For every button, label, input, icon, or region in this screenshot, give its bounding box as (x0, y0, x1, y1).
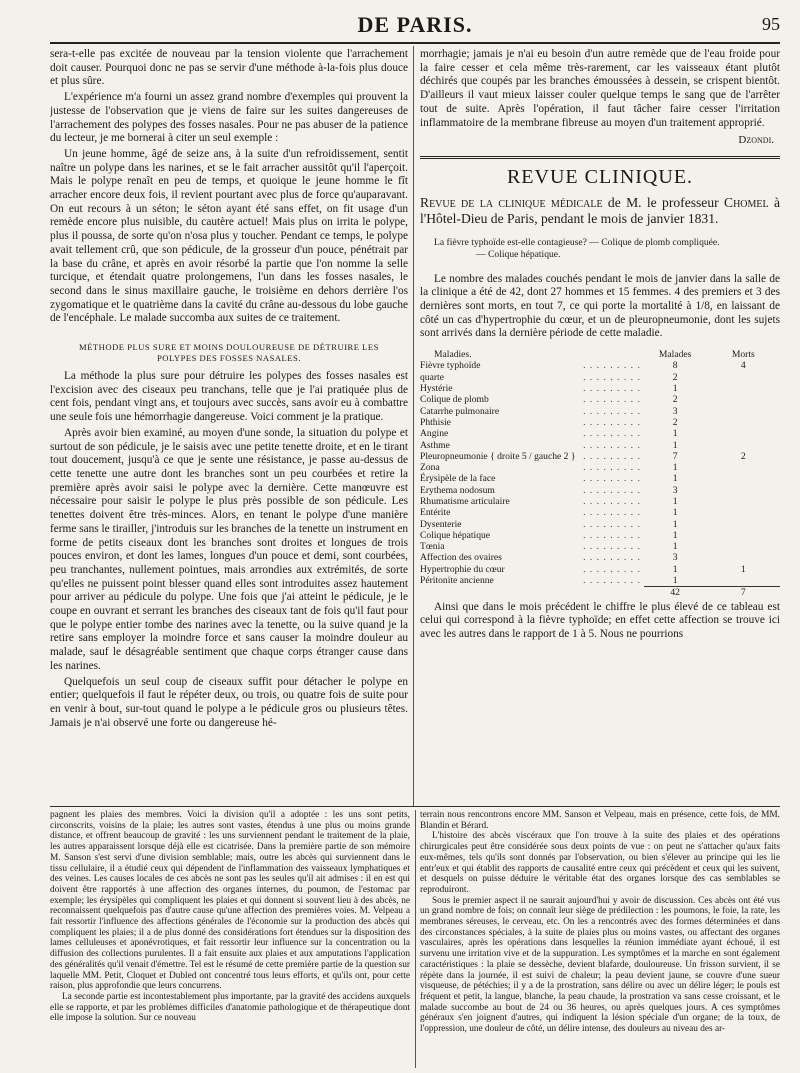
deaths-cell (707, 406, 780, 417)
disease-cell: Affection des ovaires (420, 552, 502, 564)
leader-dots: . . . . . . . . . (583, 496, 641, 507)
running-title: DE PARIS. (357, 12, 473, 37)
paragraph: morrhagie; jamais je n'ai eu besoin d'un autre remède que de l'eau froide pour la faire cesser et cela même très-rarement, car les vaisseaux étant plutôt déchirés que coupés par les branches émoussées à dessein, se crispent bientôt. D'ailleurs il vaut mieux laisser couler quelque temps le sang que de l'arrêter tout de suite. Après l'opération, il faut tâcher faire cesser l'irritation inflammatoire de la membrane fibreuse au moyen d'un traitement approprié. (420, 48, 780, 129)
leader-dots: . . . . . . . . . (583, 484, 641, 496)
author-signature: Dzondi. (738, 134, 774, 147)
disease-cell: Dysenterie (420, 518, 462, 530)
table-row (420, 440, 780, 451)
cases-table (420, 349, 780, 599)
deaths-cell (707, 496, 780, 507)
header-patients: Malades (658, 349, 692, 361)
totals-row (420, 587, 780, 599)
deaths-cell (707, 575, 780, 587)
table-row (420, 360, 780, 371)
patients-cell: 1 (672, 428, 678, 440)
table-row (420, 451, 780, 462)
patients-cell: 1 (672, 473, 678, 485)
disease-cell: Pleuropneumonie { droite 5 / gauche 2 } (420, 450, 576, 462)
right-column (420, 48, 780, 808)
section-separator (420, 156, 780, 159)
paragraph: Un jeune homme, âgé de seize ans, à la suite d'un refroidissement, sentit naître un polype dans les narines, et se le fait arracher aussitôt qu'il l'aperçoit. Mais le polype renaît en peu de temps, et quoique le jeune homme le fît arracher encore deux fois, il revient pourtant avec plus de force qu'auparavant. On eut recours à un séton; le séton ayant été sans effet, on fit usage d'un remède encore plus nuisible, du cautère actuel! Mais plus on irrita le polype, plus il poussa, de sorte qu'on n'osa plus y toucher. Pendant ce temps, le polype avait tellement crû, que son pédicule, de la grosseur d'un pouce, pénétrait par la base du crâne, et après en avoir résorbé la partie que l'on nomme la selle turcique, et étendait quatre prolongemens, l'un dans les fosses nasales, le second dans le sinus maxillaire gauche, le troisième en dehors derrière l'os zygomatique et le quatrième dans la cavité du crâne au-dessous du lobe gauche de l'encéphale. Le malade succomba aux suites de ce traitement. (50, 147, 408, 325)
leader-dots: . . . . . . . . . (583, 552, 641, 564)
paragraph: La méthode la plus sure pour détruire les polypes des fosses nasales est l'excision avec des ciseaux peu tranchans, telle que je l'ai pratiquée plus de cent fois, pendant vingt ans, et toujours avec succès, sans avoir eu à combattre une seule fois une hémorrhagie dangereuse. Voici comment je la pratique. (50, 370, 408, 424)
deaths-cell (707, 440, 780, 451)
leader-dots: . . . . . . . . . (583, 439, 641, 451)
patients-cell: 1 (672, 439, 678, 451)
patients-cell: 1 (672, 541, 678, 553)
paragraph: sera-t-elle pas excitée de nouveau par la tension violente que l'arrachement doit causer. Pourquoi donc ne pas se servir d'une méthode à-la-fois plus douce et plus sûre. (50, 48, 408, 88)
leader-dots: . . . . . . . . . (583, 394, 641, 406)
table-row (420, 530, 780, 541)
total-deaths: 7 (707, 587, 780, 599)
patients-cell: 1 (672, 462, 678, 474)
deaths-cell (707, 485, 780, 496)
disease-cell: Asthme (420, 439, 450, 451)
leader-dots: . . . . . . . . . (583, 473, 641, 485)
table-row (420, 462, 780, 473)
disease-cell: Entérite (420, 507, 451, 519)
table-row (420, 383, 780, 394)
disease-cell: Erythema nodosum (420, 484, 495, 496)
paragraph: Sous le premier aspect il ne saurait aujourd'hui y avoir de discussion. Ces abcès ont été vus un grand nombre de fois; on connaît leur siège de prédilection : les poumons, le foie, la rate, les membranes séreuses, le cerveau, etc. On les a rencontrés avec des formes déterminées et dans des circonstances spéciales, à la suite de plaies plus ou moins vastes, ou affectant des organes vasculaires, après les opérations dans lesquelles la réunion immédiate ayant échoué, il est survenu une irritation vive et de la suppuration. Les symptômes et la marche en sont également caractéristiques : la plaie se dessèche, devient blafarde, douloureuse. Un frisson survient, il se répète dans la journée, il est suivi de chaleur; la peau devient jaune, se couvre d'une sueur visqueuse, de pétéchies; il y a de la prostration, sans délire ou avec un délire léger; le pouls est fréquent et petit, la langue, blanche, la peau chaude, la prostration va sans cesse croissant, et le malade succombe au bout de 24 ou 36 heures, ou après quelques jours. A ces symptômes généraux s'en joignent d'autres, qui indiquent la lésion spéciale d'un organe; de la toux, de l'oppression, une douleur de côté, un délire intense, des douleurs au niveau des ar- (420, 895, 780, 1035)
disease-cell: Hystérie (420, 383, 453, 395)
article-subtitle (420, 195, 780, 227)
patients-cell: 1 (672, 507, 678, 519)
summary-line: — Colique hépatique. (476, 248, 561, 260)
leader-dots: . . . . . . . . . (583, 563, 641, 575)
deaths-cell: 4 (740, 360, 746, 372)
leader-dots: . . . . . . . . . (583, 541, 641, 553)
patients-cell: 2 (672, 371, 678, 383)
disease-cell: Érysipèle de la face (420, 473, 496, 485)
paragraph: L'histoire des abcès viscéraux que l'on trouve à la suite des plaies et des opérations chirurgicales peut être considérée sous deux points de vue : on peut ne s'attacher qu'aux faits eux-mêmes, tels qu'ils sont donnés par l'observation, ou bien s'élever au principe qui les lie entr'eux et qui établit des rapports de causalité entre ceux qui précèdent et ceux qui les suivent, et desquels on puisse déduire le véritable état des organes lorsque des cas semblables se reproduiront. (420, 831, 780, 895)
deaths-cell (707, 541, 780, 552)
deaths-cell: 1 (740, 563, 746, 575)
feuilleton-left-column (50, 810, 410, 1068)
leader-dots: . . . . . . . . . (583, 360, 641, 372)
subtitle-part: Revue de la clinique médicale (420, 194, 603, 210)
section-title: REVUE CLINIQUE. (506, 165, 694, 188)
column-divider (413, 46, 414, 806)
leader-dots: . . . . . . . . . (583, 575, 641, 587)
leader-dots: . . . . . . . . . (583, 529, 641, 541)
leader-dots: . . . . . . . . . (583, 518, 641, 530)
paragraph: terrain nous rencontrons encore MM. Sanson et Velpeau, mais en présence, cette fois, de MM. Blandin et Bérard. (420, 810, 780, 831)
patients-cell: 3 (672, 552, 678, 564)
feuilleton-right-column (420, 810, 780, 1068)
deaths-cell (707, 394, 780, 405)
leader-dots: . . . . . . . . . (583, 428, 641, 440)
table-row (420, 428, 780, 439)
deaths-cell (707, 519, 780, 530)
table-row (420, 552, 780, 563)
deaths-cell: 2 (740, 450, 746, 462)
section-heading (50, 342, 408, 364)
deaths-cell (707, 552, 780, 563)
paragraph: Quelquefois un seul coup de ciseaux suffit pour détacher le polype en entier; quelquefois il faut le répéter deux, ou trois, ou quatre fois de suite pour en venir à bout, sur-tout quand le polype a le pédicule gros ou plusieurs têtes. Jamais je n'ai observé une forte ou dangereuse hé- (50, 675, 408, 729)
patients-cell: 1 (672, 518, 678, 530)
feuilleton-rule (50, 806, 780, 807)
table-row (420, 496, 780, 507)
section-heading-line: MÉTHODE PLUS SURE ET MOINS DOULOUREUSE DE DÉTRUIRE LES (79, 342, 379, 353)
disease-cell: Colique de plomb (420, 394, 489, 406)
table-body (420, 360, 780, 586)
table-row (420, 394, 780, 405)
deaths-cell (707, 372, 780, 383)
disease-cell: Tœnia (420, 541, 445, 553)
total-patients: 42 (644, 587, 707, 599)
table-row (420, 417, 780, 428)
leader-dots: . . . . . . . . . (583, 450, 641, 462)
disease-cell: quarte (420, 371, 444, 383)
patients-cell: 1 (672, 383, 678, 395)
table-row (420, 473, 780, 484)
header-disease: Maladies. (434, 349, 472, 361)
deaths-cell (707, 462, 780, 473)
leader-dots: . . . . . . . . . (583, 416, 641, 428)
disease-cell: Rhumatisme articulaire (420, 496, 510, 507)
page-header (50, 8, 780, 42)
professor-name: Chomel (724, 194, 769, 210)
leader-dots: . . . . . . . . . (583, 462, 641, 474)
subtitle-part: à l'Hôtel-Dieu de Paris, pendant le mois de janvier 1831. (420, 194, 780, 226)
page-number: 95 (762, 14, 780, 34)
patients-cell: 1 (672, 563, 678, 575)
paragraph: pagnent les plaies des membres. Voici la division qu'il a adoptée : les uns sont petits, circonscrits, voisins de la plaie; les autres sont vastes, étendus à une plus ou moins grande distance, et offrent beaucoup de gravité : les uns surviennent pendant le traitement de la plaie, les autres apparaissent lorsque déjà elle est cicatrisée. Dans la première partie de son mémoire M. Sanson s'est servi d'une division semblable; mais, outre les abcès qui surviennent dans le tissu cellulaire, il a étudié ceux qui dépendent de l'inflammation des vaisseaux lymphatiques et des veines. Les causes locales de ces abcès ne sont pas les seules qu'il ait admises : il en est qui doivent être rapportés à une affection des organes internes, du poumon, de l'estomac par exemple; les érysipèles qui compliquent les plaies et qui donnent si souvent lieu à des abcès, ne reconnaissent quelquefois pas d'autre cause qu'une affection des premières voies. M. Velpeau a fait ressortir l'influence des affections générales de l'économie sur la production des abcès qui compliquent les plaies; il a de plus donné des considérations fort étendues sur la disposition des lames celluleuses et aponévrotiques, et fait ressortir leur influence sur la concentration ou la diffusion des collections purulentes. Il a fait ensuite aux plaies et aux amputations l'application des généralités qu'il venait d'émettre. Tel est le résumé de cette première partie de la question sur laquelle MM. Petit, Cloquet et Dubled ont concentré tous leurs efforts, et qu'ils ont, pour cette raison, plus approfondie que leurs concurrens. (50, 810, 410, 992)
disease-cell: Hypertrophie du cœur (420, 563, 505, 575)
deaths-cell (707, 530, 780, 541)
leader-dots: . . . . . . . . . (583, 371, 641, 383)
leader-dots: . . . . . . . . . (583, 405, 641, 417)
article-summary (420, 237, 780, 261)
table-row (420, 519, 780, 530)
patients-cell: 1 (672, 529, 678, 541)
header-rule (50, 42, 780, 44)
disease-cell: Angine (420, 428, 449, 440)
table-row (420, 406, 780, 417)
table-row (420, 485, 780, 496)
paragraph: Ainsi que dans le mois précédent le chiffre le plus élevé de ce tableau est celui qui correspond à la fièvre typhoïde; en effet cette affection se trouve ici avec les autres dans le rapport de 1 à 5. Nous ne pourrions (420, 600, 780, 641)
paragraph: Le nombre des malades couchés pendant le mois de janvier dans la salle de la clinique a été de 42, dont 27 hommes et 15 femmes. 4 des premiers et 3 des dernières sont morts, en tout 7, ce qui porte la mortalité à 1/8, en laissant de côté un cas d'hypertrophie du cœur, et un de pleuropneumonie, dont les sujets sont arrivés dans la dernière période de cette maladie. (420, 272, 780, 340)
patients-cell: 1 (672, 575, 678, 587)
patients-cell: 3 (672, 484, 678, 496)
header-deaths: Morts (731, 349, 755, 361)
deaths-cell (707, 428, 780, 439)
section-heading-line: POLYPES DES FOSSES NASALES. (157, 353, 301, 364)
table-header-row (420, 349, 780, 360)
subtitle-part: de M. le professeur (602, 194, 724, 210)
leader-dots: . . . . . . . . . (583, 507, 641, 519)
paragraph: Après avoir bien examiné, au moyen d'une sonde, la situation du polype et surtout de son pédicule, je le saisis avec une petite tenette droite, et en le tirant tout doucement, jusqu'à ce que je sente une résistance, je passe au-dessus de cette tenette une autre dont les branches sont un peu courbées et retire la première après avoir saisi le polype avec la dernière. Cette manœuvre est nécessaire pour saisir le polype le plus près possible de son pédicule. Les tenettes doivent être très-minces. Alors, en tenant le polype d'une manière ferme sans le tirailler, j'introduis sur les branches de la tenette un instrument en forme de petits ciseaux dont les branches sont droites et longues de trois pouces environ, et dont les lames, longues d'un pouce et demi, sont courbées, peu tranchantes, nullement pointues, mais arrondies aux extrémités, de sorte qu'elles ne puissent point blesser quand elles sont introduites assez hautement pour arriver au pédicule du polype. Une fois que j'ai atteint le pédicule, je le coupe en ouvrant et serrant les branches des ciseaux tant de fois qu'il faut pour que le polype entier tombe des narines avec la tenette, ou la suive quand je la retire sans employer la moindre force et sans causer la moindre douleur au malade, sauf le désagréable sentiment que chaque corps étranger cause dans les narines. (50, 426, 408, 672)
deaths-cell (707, 417, 780, 428)
patients-cell: 3 (672, 405, 678, 417)
disease-cell: Colique hépatique (420, 529, 491, 541)
disease-cell: Fièvre typhoïde (420, 360, 481, 372)
deaths-cell (707, 383, 780, 394)
paragraph: L'expérience m'a fourni un assez grand nombre d'exemples qui prouvent la justesse de l'observation que je viens de faire sur les suites dangereuses de l'arrachement des polypes des fosses nasales. Pour ne pas abuser de la patience du lecteur, je me bornerai à citer un seul exemple : (50, 91, 408, 145)
paragraph: La seconde partie est incontestablement plus importante, par la gravité des accidens auxquels elle se rapporte, et par les problèmes difficiles d'anatomie pathologique et de thérapeutique dont elle impose la solution. Sur ce nouveau (50, 991, 410, 1024)
table-row (420, 575, 780, 587)
table-row (420, 541, 780, 552)
disease-cell: Catarrhe pulmonaire (420, 405, 500, 417)
leader-dots: . . . . . . . . . (583, 383, 641, 395)
patients-cell: 1 (672, 496, 678, 507)
patients-cell: 8 (672, 360, 678, 372)
table-row (420, 372, 780, 383)
patients-cell: 7 (672, 450, 678, 462)
disease-cell: Phthisie (420, 416, 451, 428)
deaths-cell (707, 507, 780, 518)
disease-cell: Péritonite ancienne (420, 575, 494, 587)
table-row (420, 507, 780, 518)
deaths-cell (707, 473, 780, 484)
summary-line: La fièvre typhoïde est-elle contagieuse? — Colique de plomb compliquée. (434, 236, 720, 248)
table-row (420, 564, 780, 575)
disease-cell: Zona (420, 462, 440, 474)
left-column (50, 48, 408, 808)
patients-cell: 2 (672, 394, 678, 406)
patients-cell: 2 (672, 416, 678, 428)
feuilleton-divider (415, 810, 416, 1068)
